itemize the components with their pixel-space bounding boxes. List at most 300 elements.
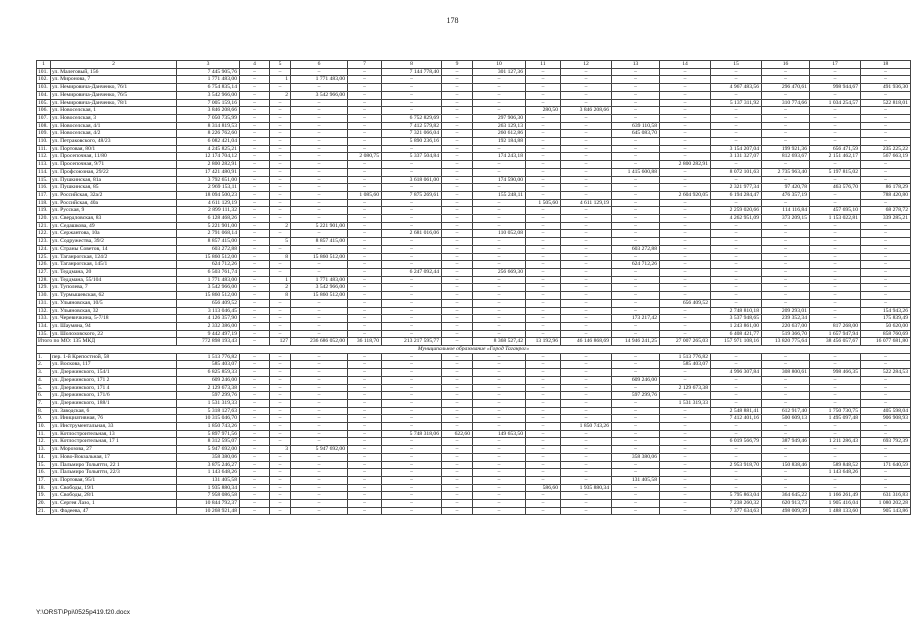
housing-register-table	[36, 60, 911, 515]
value-cell: –	[382, 369, 442, 377]
value-cell: –	[660, 253, 711, 261]
value-cell: –	[711, 122, 762, 130]
value-cell: –	[240, 461, 270, 469]
value-cell: 4 967 483,56	[711, 84, 762, 92]
value-cell: –	[660, 122, 711, 130]
value-cell: 13 192,96	[526, 338, 561, 346]
value-cell: –	[861, 276, 911, 284]
value-cell: –	[526, 153, 561, 161]
value-cell: –	[348, 369, 382, 377]
value-cell: –	[526, 407, 561, 415]
value-cell: 13 820 775,64	[762, 338, 810, 346]
value-cell: 68 278,72	[861, 207, 911, 215]
value-cell: –	[473, 476, 526, 484]
value-cell: 7 958 086,58	[177, 492, 240, 500]
value-cell: –	[612, 176, 660, 184]
value-cell: 1 750 730,75	[810, 407, 861, 415]
value-cell: –	[561, 446, 612, 454]
value-cell: –	[561, 500, 612, 508]
value-cell: 2	[270, 91, 291, 99]
row-number-cell: 7.	[37, 399, 51, 407]
value-cell: –	[762, 430, 810, 438]
value-cell: 457 695,10	[810, 207, 861, 215]
value-cell: –	[291, 230, 348, 238]
value-cell: –	[473, 353, 526, 361]
value-cell: –	[810, 176, 861, 184]
value-cell: 1 495 097,48	[810, 415, 861, 423]
value-cell: –	[561, 261, 612, 269]
value-cell: 15	[711, 61, 762, 69]
value-cell: –	[442, 207, 473, 215]
table-row	[37, 292, 911, 300]
value-cell: –	[291, 353, 348, 361]
value-cell: 127	[270, 338, 291, 346]
table-row	[37, 361, 911, 369]
value-cell: –	[240, 284, 270, 292]
value-cell: –	[861, 261, 911, 269]
value-cell: 998 466,35	[810, 369, 861, 377]
value-cell: 2 681 016,06	[382, 230, 442, 238]
value-cell: –	[291, 184, 348, 192]
value-cell: –	[291, 322, 348, 330]
value-cell: –	[561, 191, 612, 199]
value-cell: 16	[762, 61, 810, 69]
value-cell: –	[473, 222, 526, 230]
value-cell: –	[561, 276, 612, 284]
value-cell: –	[270, 230, 291, 238]
row-number-cell: 126.	[37, 261, 51, 269]
value-cell: –	[561, 492, 612, 500]
value-cell: –	[660, 315, 711, 323]
value-cell: –	[660, 91, 711, 99]
value-cell: –	[660, 268, 711, 276]
row-number-cell: 20.	[37, 500, 51, 508]
value-cell: 2 332 386,00	[177, 322, 240, 330]
value-cell: –	[526, 145, 561, 153]
value-cell: –	[442, 469, 473, 477]
value-cell: –	[861, 353, 911, 361]
table-row	[37, 238, 911, 246]
address-cell: ул. Таганрогская, 145/1	[51, 261, 177, 269]
value-cell: –	[240, 299, 270, 307]
value-cell: –	[270, 68, 291, 76]
value-cell: –	[348, 292, 382, 300]
value-cell: –	[240, 215, 270, 223]
value-cell: 15 860 512,00	[177, 253, 240, 261]
value-cell: –	[810, 307, 861, 315]
value-cell: –	[526, 353, 561, 361]
value-cell: –	[348, 122, 382, 130]
value-cell: –	[526, 299, 561, 307]
value-cell: –	[240, 392, 270, 400]
value-cell: –	[442, 122, 473, 130]
value-cell: –	[561, 184, 612, 192]
address-cell: ул. Немировича-Данченко, 76/1	[51, 84, 177, 92]
value-cell: –	[382, 184, 442, 192]
value-cell: –	[526, 315, 561, 323]
value-cell: –	[442, 191, 473, 199]
row-number-cell: 111.	[37, 145, 51, 153]
value-cell: 5 947 692,00	[291, 446, 348, 454]
value-cell: –	[270, 461, 291, 469]
table-row	[37, 430, 911, 438]
value-cell: –	[861, 430, 911, 438]
table-row	[37, 268, 911, 276]
value-cell: –	[442, 199, 473, 207]
value-cell: –	[612, 207, 660, 215]
value-cell: –	[660, 261, 711, 269]
address-cell: ул. Портовая, 95/1	[51, 476, 177, 484]
value-cell: 631 316,83	[861, 492, 911, 500]
table-row	[37, 446, 911, 454]
value-cell: 639 110,58	[612, 122, 660, 130]
address-cell: ул. Ульяновская, 10/5	[51, 299, 177, 307]
value-cell: –	[861, 453, 911, 461]
value-cell: 1	[270, 76, 291, 84]
table-row	[37, 207, 911, 215]
value-cell: 4 126 357,90	[177, 315, 240, 323]
value-cell: 7 144 778,40	[382, 68, 442, 76]
value-cell: –	[526, 276, 561, 284]
value-cell: –	[526, 423, 561, 431]
value-cell: –	[348, 476, 382, 484]
value-cell: –	[612, 507, 660, 515]
value-cell: –	[270, 415, 291, 423]
value-cell: –	[291, 68, 348, 76]
value-cell: 7 238 260,32	[711, 500, 762, 508]
address-cell: ул. Дзержинского, 154/1	[51, 369, 177, 377]
value-cell: –	[861, 176, 911, 184]
table-row	[37, 84, 911, 92]
value-cell: –	[612, 322, 660, 330]
address-cell: ул. Пальмиро Тольятти, 22 1	[51, 461, 177, 469]
value-cell: –	[861, 114, 911, 122]
value-cell: 5 221 901,00	[177, 222, 240, 230]
value-cell: 220 637,00	[762, 322, 810, 330]
value-cell: –	[240, 153, 270, 161]
value-cell: 3 846 208,66	[177, 107, 240, 115]
address-cell: ул. Свободы, 28/1	[51, 492, 177, 500]
row-number-cell: 118.	[37, 199, 51, 207]
value-cell: –	[762, 199, 810, 207]
value-cell: –	[240, 469, 270, 477]
address-cell: ул. Немировича-Данченко, 78/1	[51, 99, 177, 107]
value-cell: 10	[473, 61, 526, 69]
value-cell: –	[526, 376, 561, 384]
value-cell: –	[270, 199, 291, 207]
value-cell: –	[711, 353, 762, 361]
value-cell: –	[711, 453, 762, 461]
value-cell: –	[660, 138, 711, 146]
value-cell: –	[442, 415, 473, 423]
value-cell: –	[711, 268, 762, 276]
value-cell: –	[561, 84, 612, 92]
value-cell: 586,60	[526, 484, 561, 492]
value-cell: 17 421 480,91	[177, 168, 240, 176]
value-cell: –	[473, 376, 526, 384]
row-number-cell: 17.	[37, 476, 51, 484]
value-cell: 585 403,07	[660, 361, 711, 369]
value-cell: –	[382, 376, 442, 384]
value-cell: –	[810, 268, 861, 276]
value-cell: –	[526, 438, 561, 446]
row-number-cell: 21.	[37, 507, 51, 515]
value-cell: –	[442, 399, 473, 407]
value-cell: –	[382, 484, 442, 492]
value-cell: –	[861, 199, 911, 207]
value-cell: –	[382, 315, 442, 323]
value-cell: –	[240, 415, 270, 423]
value-cell: –	[561, 307, 612, 315]
value-cell: –	[270, 207, 291, 215]
value-cell: –	[711, 484, 762, 492]
value-cell: –	[270, 330, 291, 338]
value-cell: 280,50	[526, 107, 561, 115]
value-cell: –	[348, 245, 382, 253]
value-cell: 1 531 319,33	[660, 399, 711, 407]
value-cell: –	[810, 76, 861, 84]
value-cell: –	[473, 253, 526, 261]
value-cell: –	[762, 392, 810, 400]
value-cell: –	[612, 138, 660, 146]
value-cell: –	[382, 461, 442, 469]
row-number-cell: 115.	[37, 176, 51, 184]
value-cell: –	[348, 500, 382, 508]
value-cell: –	[660, 184, 711, 192]
value-cell: –	[526, 322, 561, 330]
value-cell: 8 314 819,53	[177, 122, 240, 130]
value-cell: –	[270, 315, 291, 323]
value-cell: –	[526, 122, 561, 130]
value-cell: –	[240, 315, 270, 323]
value-cell: –	[861, 168, 911, 176]
value-cell: –	[270, 500, 291, 508]
value-cell: 8 072 101,63	[711, 168, 762, 176]
value-cell: –	[561, 292, 612, 300]
value-cell: 3 542 966,00	[177, 284, 240, 292]
address-cell: ул. Страны Советов, 14	[51, 245, 177, 253]
value-cell: –	[810, 191, 861, 199]
value-cell: –	[270, 407, 291, 415]
value-cell: –	[270, 168, 291, 176]
value-cell: –	[348, 399, 382, 407]
value-cell: 358 380,06	[612, 453, 660, 461]
value-cell: –	[473, 91, 526, 99]
value-cell: –	[526, 384, 561, 392]
value-cell: –	[526, 222, 561, 230]
value-cell: 7 005 159,16	[177, 99, 240, 107]
value-cell: –	[612, 384, 660, 392]
address-cell: ул. Российская, 32а/2	[51, 191, 177, 199]
value-cell: –	[348, 353, 382, 361]
value-cell: –	[382, 384, 442, 392]
value-cell: –	[526, 392, 561, 400]
value-cell: –	[240, 122, 270, 130]
value-cell: 16 077 681,80	[861, 338, 911, 346]
address-cell: ул. Шолоховского, 22	[51, 330, 177, 338]
value-cell: 5 197 815,02	[810, 168, 861, 176]
table-row	[37, 191, 911, 199]
address-cell: ул. Котлостроительная, 17 1	[51, 438, 177, 446]
value-cell: –	[240, 207, 270, 215]
value-cell: –	[348, 199, 382, 207]
value-cell: –	[561, 268, 612, 276]
value-cell: 519 366,70	[762, 330, 810, 338]
value-cell: –	[612, 438, 660, 446]
value-cell: –	[526, 238, 561, 246]
value-cell: –	[612, 268, 660, 276]
address-cell: ул. Портовая, 80/1	[51, 145, 177, 153]
value-cell: 3	[177, 61, 240, 69]
address-cell: ул. Ульяновская, 32	[51, 307, 177, 315]
value-cell: –	[526, 230, 561, 238]
row-number-cell: 119.	[37, 207, 51, 215]
value-cell: –	[382, 415, 442, 423]
value-cell: –	[291, 130, 348, 138]
value-cell: –	[561, 392, 612, 400]
value-cell: 5 947 692,00	[177, 446, 240, 454]
value-cell: –	[612, 84, 660, 92]
value-cell: –	[240, 338, 270, 346]
value-cell: 1 935 880,34	[177, 484, 240, 492]
value-cell: –	[442, 238, 473, 246]
value-cell: –	[810, 91, 861, 99]
table-row	[37, 199, 911, 207]
value-cell: –	[762, 130, 810, 138]
value-cell: 3 113 046,45	[177, 307, 240, 315]
value-cell: 597 299,76	[612, 392, 660, 400]
value-cell: –	[526, 161, 561, 169]
value-cell: –	[612, 492, 660, 500]
value-cell: –	[711, 238, 762, 246]
value-cell: –	[711, 446, 762, 454]
value-cell: –	[291, 423, 348, 431]
value-cell: –	[810, 315, 861, 323]
value-cell: –	[473, 299, 526, 307]
value-cell: –	[810, 161, 861, 169]
value-cell: –	[762, 399, 810, 407]
value-cell: –	[270, 215, 291, 223]
value-cell: –	[526, 268, 561, 276]
value-cell: –	[348, 215, 382, 223]
value-cell: –	[473, 399, 526, 407]
value-cell: 3 792 651,00	[177, 176, 240, 184]
value-cell: 7 875 269,61	[382, 191, 442, 199]
value-cell: –	[240, 369, 270, 377]
value-cell: 297 906,30	[473, 114, 526, 122]
value-cell: –	[762, 114, 810, 122]
value-cell: –	[240, 484, 270, 492]
value-cell: –	[711, 476, 762, 484]
value-cell: 3 537 948,65	[711, 315, 762, 323]
value-cell: –	[561, 76, 612, 84]
value-cell: –	[442, 507, 473, 515]
value-cell: –	[270, 469, 291, 477]
value-cell: –	[291, 399, 348, 407]
value-cell: –	[348, 299, 382, 307]
value-cell: 4 245 825,21	[177, 145, 240, 153]
value-cell: 609 246,00	[612, 376, 660, 384]
value-cell: –	[473, 407, 526, 415]
value-cell: –	[348, 284, 382, 292]
row-number-cell: Итого по МО: 135 МКД	[37, 338, 177, 346]
value-cell: 209 293,01	[762, 307, 810, 315]
value-cell: –	[348, 446, 382, 454]
value-cell: –	[382, 161, 442, 169]
address-cell: ул. Профсоюзная, 29/22	[51, 168, 177, 176]
value-cell: 603 272,88	[612, 245, 660, 253]
value-cell: –	[561, 438, 612, 446]
value-cell: –	[291, 191, 348, 199]
value-cell: –	[810, 68, 861, 76]
row-number-cell: 9.	[37, 415, 51, 423]
value-cell: –	[442, 315, 473, 323]
value-cell: –	[291, 453, 348, 461]
value-cell: –	[240, 168, 270, 176]
value-cell: –	[442, 492, 473, 500]
value-cell: 7 321 066,04	[382, 130, 442, 138]
value-cell: –	[762, 107, 810, 115]
value-cell: –	[473, 84, 526, 92]
address-cell: ул. Новоселская, 1	[51, 107, 177, 115]
row-number-cell: 112.	[37, 153, 51, 161]
value-cell: –	[270, 392, 291, 400]
table-row	[37, 184, 911, 192]
value-cell: –	[612, 107, 660, 115]
value-cell: –	[348, 168, 382, 176]
section-title-row	[37, 346, 911, 354]
table-row	[37, 407, 911, 415]
value-cell: –	[660, 276, 711, 284]
value-cell: 1 771 483,00	[177, 276, 240, 284]
value-cell: 1 771 483,00	[291, 276, 348, 284]
value-cell: 3 875 246,27	[177, 461, 240, 469]
address-cell: ул. Содружества, 39/2	[51, 238, 177, 246]
value-cell: 612 917,40	[762, 407, 810, 415]
value-cell: 1 513 776,82	[660, 353, 711, 361]
value-cell: –	[270, 399, 291, 407]
value-cell: –	[442, 461, 473, 469]
value-cell: 387 949,46	[762, 438, 810, 446]
value-cell: –	[270, 161, 291, 169]
value-cell: 6 128 468,26	[177, 215, 240, 223]
value-cell: –	[291, 99, 348, 107]
value-cell: 2 969 153,11	[177, 184, 240, 192]
row-number-cell: 101.	[37, 68, 51, 76]
value-cell: –	[711, 276, 762, 284]
value-cell: –	[442, 299, 473, 307]
value-cell: –	[442, 292, 473, 300]
value-cell: 1 935 880,34	[561, 484, 612, 492]
value-cell: –	[762, 238, 810, 246]
value-cell: –	[861, 484, 911, 492]
value-cell: 624 712,26	[177, 261, 240, 269]
value-cell: –	[810, 230, 861, 238]
value-cell: –	[382, 500, 442, 508]
value-cell: –	[861, 138, 911, 146]
value-cell: –	[612, 361, 660, 369]
value-cell: –	[442, 130, 473, 138]
value-cell: –	[442, 114, 473, 122]
value-cell: 7 050 735,99	[177, 114, 240, 122]
value-cell: 11	[526, 61, 561, 69]
value-cell: –	[382, 107, 442, 115]
value-cell: 1 771 483,00	[177, 76, 240, 84]
row-number-cell: 117.	[37, 191, 51, 199]
value-cell: –	[270, 99, 291, 107]
table-row	[37, 114, 911, 122]
value-cell: –	[711, 423, 762, 431]
